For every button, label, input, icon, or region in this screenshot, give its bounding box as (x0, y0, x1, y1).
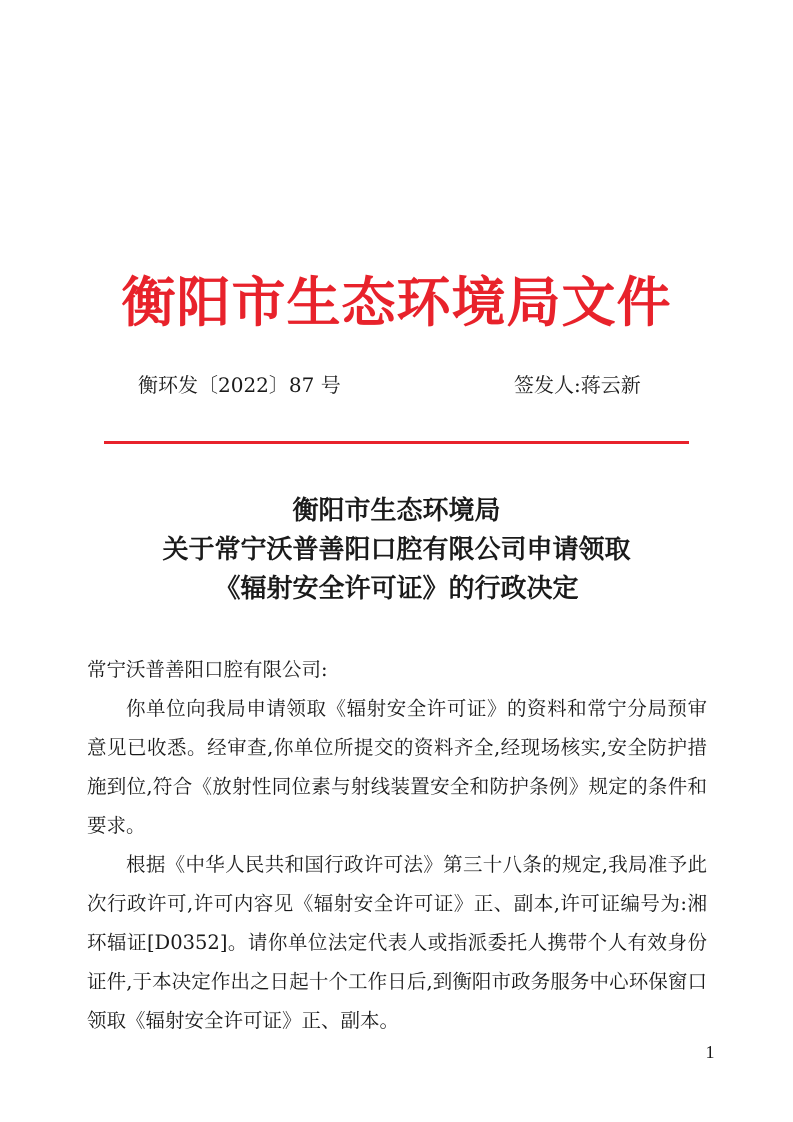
page-number: 1 (705, 1042, 715, 1062)
document-title (60, 492, 733, 609)
signer-label: 签发人:蒋云新 (514, 373, 641, 397)
document-masthead: 衡阳市生态环境局文件 (121, 270, 672, 334)
addressee: 常宁沃普善阳口腔有限公司: (87, 658, 328, 681)
document-body (87, 650, 707, 1040)
body-paragraph-1: 你单位向我局申请领取《辐射安全许可证》的资料和常宁分局预审意见已收悉。经审查,你单位所提交的资料齐全,经现场核实,安全防护措施到位,符合《放射性同位素与射线装置安全和防护条例》规定的条件和要求。 (87, 697, 707, 837)
title-line-1: 衡阳市生态环境局 (292, 496, 501, 526)
red-separator-line (104, 441, 689, 444)
title-line-3: 《辐射安全许可证》的行政决定 (214, 574, 579, 604)
title-line-2: 关于常宁沃普善阳口腔有限公司申请领取 (162, 535, 631, 565)
document-number: 衡环发〔2022〕87 号 (138, 373, 341, 397)
body-paragraph-2: 根据《中华人民共和国行政许可法》第三十八条的规定,我局准予此次行政许可,许可内容见《辐射安全许可证》正、副本,许可证编号为:湘环辐证[D0352]。请你单位法定代表人或指派委托人携带个人有效身份证件,于本决定作出之日起十个工作日后,到衡阳市政务服务中心环保窗口领取《辐射安全许可证》正、副本。 (87, 853, 707, 1032)
